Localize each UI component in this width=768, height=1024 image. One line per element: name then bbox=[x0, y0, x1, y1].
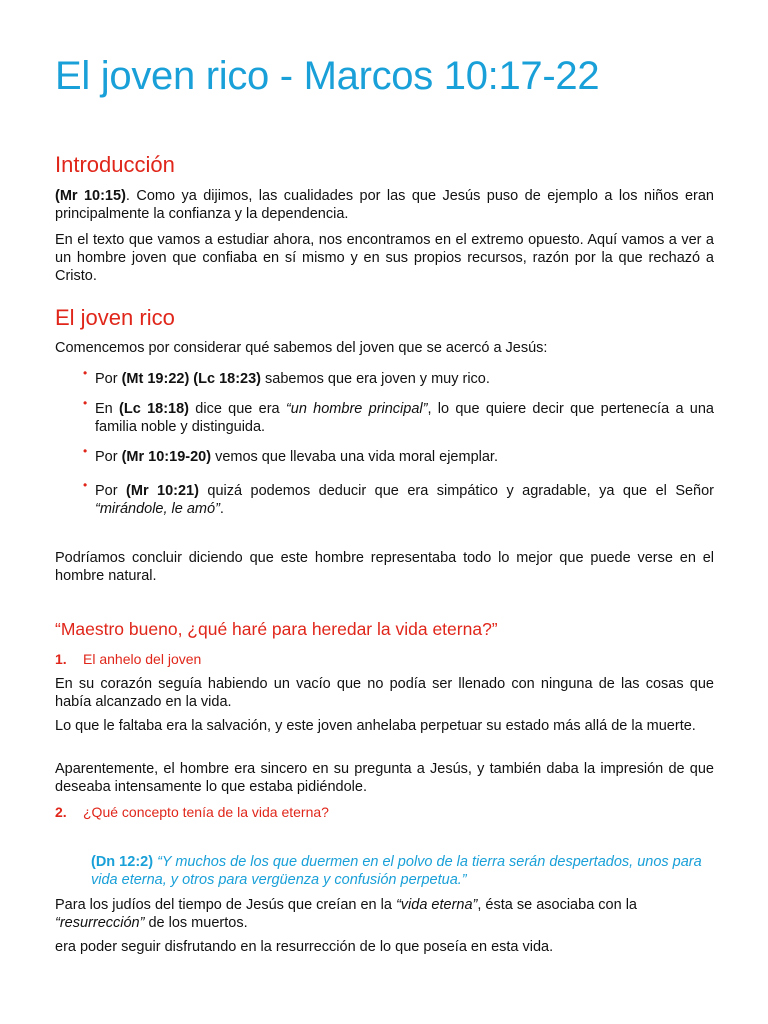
scripture-ref: (Dn 12:2) bbox=[91, 854, 154, 870]
bullet-icon: • bbox=[83, 396, 88, 410]
item-number: 2. bbox=[55, 804, 67, 820]
heading-maestro-bueno: “Maestro bueno, ¿qué haré para heredar la vida eterna?” bbox=[55, 619, 498, 639]
scripture-ref: (Lc 18:18) bbox=[119, 401, 189, 417]
joven-conclusion-paragraph: Podríamos concluir diciendo que este hombre representaba todo lo mejor que puede verse en el hombre natural. bbox=[55, 550, 714, 584]
maestro-paragraph-2: Lo que le faltaba era la salvación, y este joven anhelaba perpetuar su estado más allá de la muerte. bbox=[55, 718, 696, 734]
scripture-ref: (Mt 19:22) (Lc 18:23) bbox=[121, 371, 261, 387]
paragraph-text: . Como ya dijimos, las cualidades por las que Jesús puso de ejemplo a los niños eran principalmente la confianza y la dependencia. bbox=[55, 188, 714, 222]
bullet-icon: • bbox=[83, 478, 88, 492]
heading-introduccion: Introducción bbox=[55, 152, 175, 177]
list-item: • Por (Mt 19:22) (Lc 18:23) sabemos que era joven y muy rico. bbox=[83, 366, 490, 387]
quote-text: “Y muchos de los que duermen en el polvo de la tierra serán despertados, unos para vida eterna, y otros para vergüenza y confusión perpetua.” bbox=[91, 854, 702, 888]
item-label: El anhelo del joven bbox=[83, 651, 202, 667]
maestro-paragraph-1: En su corazón seguía habiendo un vacío que no podía ser llenado con ninguna de las cosas que había alcanzado en la vida. bbox=[55, 676, 714, 710]
scripture-ref: (Mr 10:21) bbox=[126, 483, 199, 499]
list-item: • En (Lc 18:18) dice que era “un hombre principal”, lo que quiere decir que pertenecía a una familia noble y distinguida. bbox=[83, 396, 714, 435]
numbered-heading-1 bbox=[55, 650, 201, 668]
intro-paragraph-1 bbox=[55, 187, 714, 223]
intro-paragraph-2: En el texto que vamos a estudiar ahora, nos encontramos en el extremo opuesto. Aquí vamos a ver a un hombre joven que confiaba en sí mismo y en sus propios recursos, razón por la que rechazó a Cristo. bbox=[55, 232, 714, 284]
list-item: • Por (Mr 10:19-20) vemos que llevaba una vida moral ejemplar. bbox=[83, 444, 498, 465]
scripture-ref: (Mr 10:15) bbox=[55, 188, 126, 204]
quoted-phrase: “mirándole, le amó” bbox=[95, 501, 220, 517]
maestro-paragraph-4: Para los judíos del tiempo de Jesús que creían en la “vida eterna”, ésta se asociaba con la “resurrección” de los muertos. bbox=[55, 897, 637, 931]
numbered-heading-2 bbox=[55, 803, 329, 821]
maestro-paragraph-5: era poder seguir disfrutando en la resurrección de lo que poseía en esta vida. bbox=[55, 939, 554, 955]
quoted-phrase: “un hombre principal” bbox=[285, 401, 428, 417]
maestro-paragraph-3: Aparentemente, el hombre era sincero en su pregunta a Jesús, y también daba la impresión de que deseaba intensamente lo que estaba pidiéndole. bbox=[55, 761, 714, 795]
heading-joven-rico: El joven rico bbox=[55, 305, 175, 330]
scripture-ref: (Mr 10:19-20) bbox=[121, 449, 212, 465]
quoted-phrase: “vida eterna” bbox=[395, 897, 478, 913]
page-title: El joven rico - Marcos 10:17-22 bbox=[55, 54, 600, 98]
quoted-phrase: “resurrección” bbox=[55, 915, 145, 931]
item-label: ¿Qué concepto tenía de la vida eterna? bbox=[83, 804, 329, 820]
item-number: 1. bbox=[55, 651, 67, 667]
scripture-quote bbox=[91, 853, 714, 889]
bullet-icon: • bbox=[83, 444, 88, 458]
bullet-icon: • bbox=[83, 366, 88, 380]
joven-lead-paragraph: Comencemos por considerar qué sabemos del joven que se acercó a Jesús: bbox=[55, 340, 548, 356]
list-item: • Por (Mr 10:21) quizá podemos deducir que era simpático y agradable, ya que el Señor “mirándole, le amó”. bbox=[83, 478, 715, 517]
